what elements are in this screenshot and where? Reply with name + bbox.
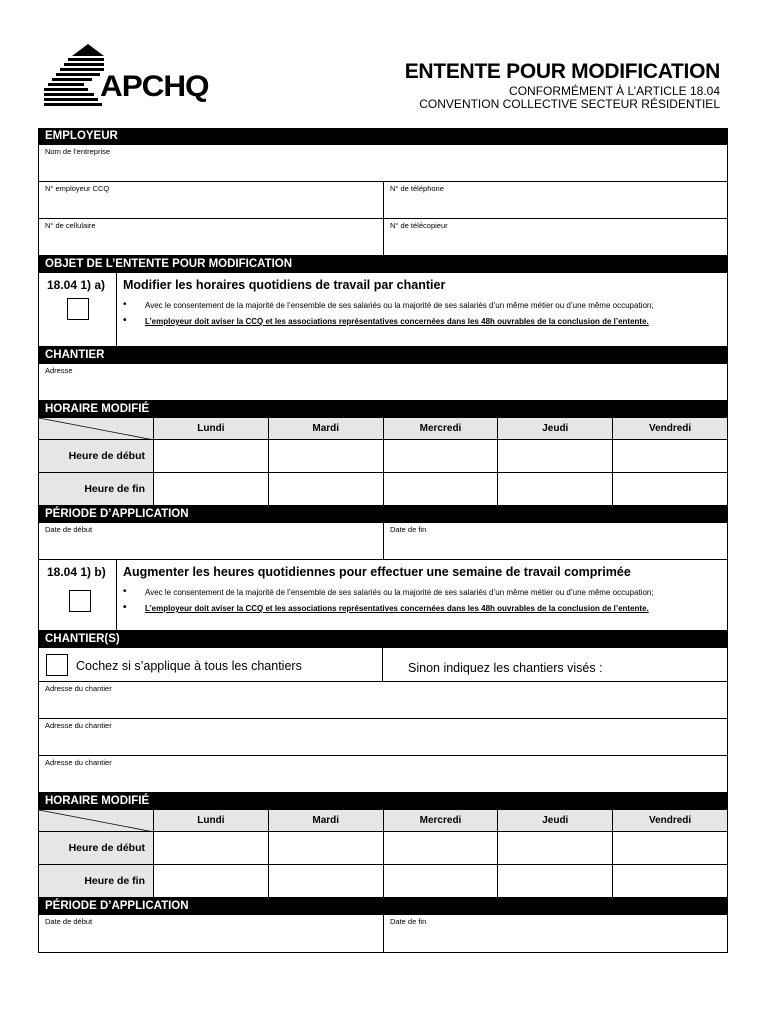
period-b-end-date-label: Date de fin	[390, 917, 427, 926]
start-time-b-jeudi-field[interactable]	[497, 832, 612, 864]
option-b-title: Augmenter les heures quotidiennes pour effectuer une semaine de travail comprimée	[123, 565, 631, 579]
cell-number-label: N° de cellulaire	[45, 221, 96, 230]
period-b-start-date-field[interactable]	[39, 915, 383, 952]
start-time-jeudi-field[interactable]	[497, 440, 612, 472]
end-time-vendredi-field[interactable]	[612, 473, 727, 505]
start-time-b-row-label: Heure de début	[39, 832, 154, 864]
start-time-b-mercredi-field[interactable]	[383, 832, 498, 864]
period-end-date-label: Date de fin	[390, 525, 427, 534]
company-name-label: Nom de l’entreprise	[45, 147, 111, 156]
option-b-bullet-notice: • L’employeur doit aviser la CCQ et les associations représentatives concernées dans les 48h ouvrables de la conclusion de l’entente.	[123, 603, 727, 619]
end-time-lundi-field[interactable]	[154, 473, 268, 505]
start-time-lundi-field[interactable]	[154, 440, 268, 472]
logo-text: APCHQ	[100, 70, 209, 103]
day-header-lundi: Lundi	[197, 423, 225, 434]
end-time-b-vendredi-field[interactable]	[612, 865, 727, 897]
end-time-b-row-label: Heure de fin	[39, 865, 154, 897]
day-b-header-mardi: Mardi	[268, 810, 383, 831]
chantier-address-label: Adresse	[45, 366, 73, 375]
start-time-b-vendredi-field[interactable]	[612, 832, 727, 864]
option-a-title: Modifier les horaires quotidiens de travail par chantier	[123, 278, 446, 292]
day-b-header-jeudi: Jeudi	[497, 810, 612, 831]
start-time-b-lundi-field[interactable]	[154, 832, 268, 864]
cell-number-field[interactable]	[39, 219, 383, 255]
end-time-b-lundi-field[interactable]	[154, 865, 268, 897]
phone-number-field[interactable]	[383, 182, 727, 218]
site-address-field-3[interactable]	[39, 756, 727, 792]
start-time-mardi-field[interactable]	[268, 440, 383, 472]
all-sites-checkbox[interactable]	[46, 654, 68, 676]
option-b-code: 18.04 1) b)	[47, 565, 106, 579]
end-time-jeudi-field[interactable]	[497, 473, 612, 505]
document-subtitle-convention: CONVENTION COLLECTIVE SECTEUR RÉSIDENTIEL	[419, 97, 720, 111]
period-start-date-field[interactable]	[39, 523, 383, 559]
fax-number-label: N° de télécopieur	[390, 221, 448, 230]
ccq-employer-number-field[interactable]	[39, 182, 383, 218]
period-start-date-label: Date de début	[45, 525, 93, 534]
section-periode-b-heading: PÉRIODE D’APPLICATION	[39, 898, 727, 915]
other-sites-label: Sinon indiquez les chantiers visés :	[408, 661, 603, 675]
site-address-field-2[interactable]	[39, 719, 727, 755]
day-header-mardi: Mardi	[268, 418, 383, 439]
end-time-b-jeudi-field[interactable]	[497, 865, 612, 897]
end-time-mercredi-field[interactable]	[383, 473, 498, 505]
site-address-label-3: Adresse du chantier	[45, 758, 112, 767]
option-b-checkbox[interactable]	[69, 590, 91, 612]
agreement-form	[38, 128, 728, 953]
period-b-start-date-label: Date de début	[45, 917, 93, 926]
option-a-bullet-notice: • L’employeur doit aviser la CCQ et les associations représentatives concernées dans les 48h ouvrables de la conclusion de l’entente.	[123, 316, 727, 332]
fax-number-field[interactable]	[383, 219, 727, 255]
site-address-label-2: Adresse du chantier	[45, 721, 112, 730]
phone-number-label: N° de téléphone	[390, 184, 444, 193]
section-periode-heading: PÉRIODE D’APPLICATION	[39, 506, 727, 523]
end-time-b-mardi-field[interactable]	[268, 865, 383, 897]
option-a-code: 18.04 1) a)	[47, 278, 106, 292]
end-time-b-mercredi-field[interactable]	[383, 865, 498, 897]
day-header-vendredi: Vendredi	[612, 418, 727, 439]
document-title: ENTENTE POUR MODIFICATION	[404, 60, 720, 83]
start-time-vendredi-field[interactable]	[612, 440, 727, 472]
start-time-row-label: Heure de début	[39, 440, 154, 472]
section-horaire-b-heading: HORAIRE MODIFIÉ	[39, 793, 727, 810]
section-employeur-heading: EMPLOYEUR	[39, 128, 727, 145]
option-a-bullet-consent: • Avec le consentement de la majorité de l’ensemble de ses salariés ou la majorité de ses salariés d’un même métier ou d’une même occupation;	[123, 300, 727, 316]
company-name-field[interactable]	[39, 145, 727, 181]
period-b-end-date-field[interactable]	[383, 915, 727, 952]
site-address-field-1[interactable]	[39, 682, 727, 718]
period-end-date-field[interactable]	[383, 523, 727, 559]
section-chantiers-heading: CHANTIER(S)	[39, 631, 727, 648]
end-time-row-label: Heure de fin	[39, 473, 154, 505]
document-subtitle-article: CONFORMÉMENT À L’ARTICLE 18.04	[509, 84, 720, 98]
site-address-label-1: Adresse du chantier	[45, 684, 112, 693]
start-time-mercredi-field[interactable]	[383, 440, 498, 472]
chantier-address-field[interactable]	[39, 364, 727, 400]
day-header-jeudi: Jeudi	[497, 418, 612, 439]
schedule-b-corner-cell	[39, 810, 154, 831]
day-b-header-vendredi: Vendredi	[612, 810, 727, 831]
all-sites-label: Cochez si s’applique à tous les chantiers	[76, 659, 302, 673]
section-objet-heading: OBJET DE L’ENTENTE POUR MODIFICATION	[39, 256, 727, 273]
section-horaire-heading: HORAIRE MODIFIÉ	[39, 401, 727, 418]
day-b-header-lundi: Lundi	[197, 815, 225, 826]
option-a-checkbox[interactable]	[67, 298, 89, 320]
end-time-mardi-field[interactable]	[268, 473, 383, 505]
section-chantier-heading: CHANTIER	[39, 347, 727, 364]
ccq-employer-number-label: N° employeur CCQ	[45, 184, 110, 193]
day-header-mercredi: Mercredi	[383, 418, 498, 439]
option-b-bullet-consent: • Avec le consentement de la majorité de l’ensemble de ses salariés ou la majorité de ses salariés d’un même métier ou d’une même occupation;	[123, 587, 727, 603]
day-b-header-mercredi: Mercredi	[383, 810, 498, 831]
schedule-corner-cell	[39, 418, 154, 439]
start-time-b-mardi-field[interactable]	[268, 832, 383, 864]
